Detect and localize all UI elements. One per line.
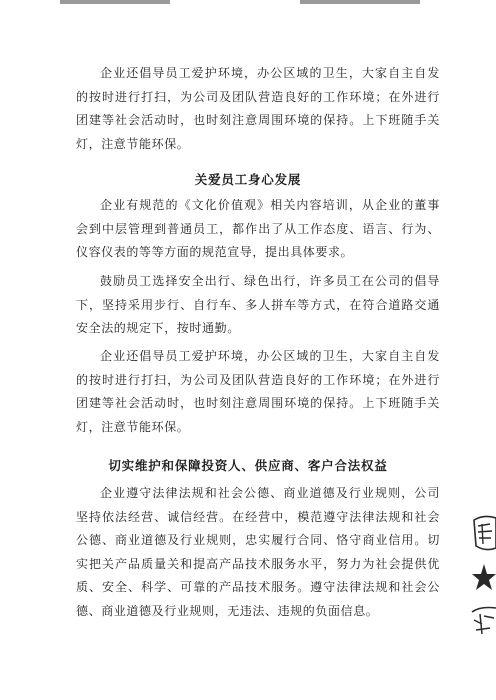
- scan-edge-mark: [60, 0, 170, 4]
- seal-stamp-fragment: [470, 512, 496, 642]
- paragraph-environment: 企业还倡导员工爱护环境，办公区域的卫生，大家自主自发的按时进行打扫，为公司及团队营造良好的工作环境；在外进行团建等社会活动时，也时刻注意周围环境的保持。上下班随手关灯，注意节能环保。: [76, 66, 440, 151]
- heading-employee-care: 关爱员工身心发展: [194, 172, 302, 187]
- paragraph-environment-repeat: 企业还倡导员工爱护环境，办公区域的卫生，大家自主自发的按时进行打扫，为公司及团队营造良好的工作环境；在外进行团建等社会活动时，也时刻注意周围环境的保持。上下班随手关灯，注意节能环保。: [76, 349, 440, 434]
- paragraph-legal-compliance: 企业遵守法律法规和社会公德、商业道德及行业规则，公司坚持依法经营、诚信经营。在经营中，模范遵守法律法规和社会公德、商业道德及行业规则，忠实履行合同、恪守商业信用。切实把关产品质量关和提高产品技术服务水平，努力为社会提供优质、安全、科学、可靠的产品技术服务。遵守法律法规和社会公德、商业道德及行业规则，无违法、违规的负面信息。: [76, 486, 440, 618]
- paragraph-green-commute: 鼓励员工选择安全出行、绿色出行，许多员工在公司的倡导下，坚持采用步行、自行车、多人拼车等方式，在符合道路交通安全法的规定下，按时通勤。: [76, 274, 440, 335]
- scan-edge-mark: [300, 0, 420, 4]
- heading-stakeholder-rights: 切实维护和保障投资人、供应商、客户合法权益: [108, 458, 388, 473]
- paragraph-culture-training: 企业有规范的《文化价值观》相关内容培训，从企业的董事会到中层管理到普通员工，都作出了从工作态度、语言、行为、仪容仪表的等等方面的规范宣导，提出具体要求。: [76, 198, 440, 259]
